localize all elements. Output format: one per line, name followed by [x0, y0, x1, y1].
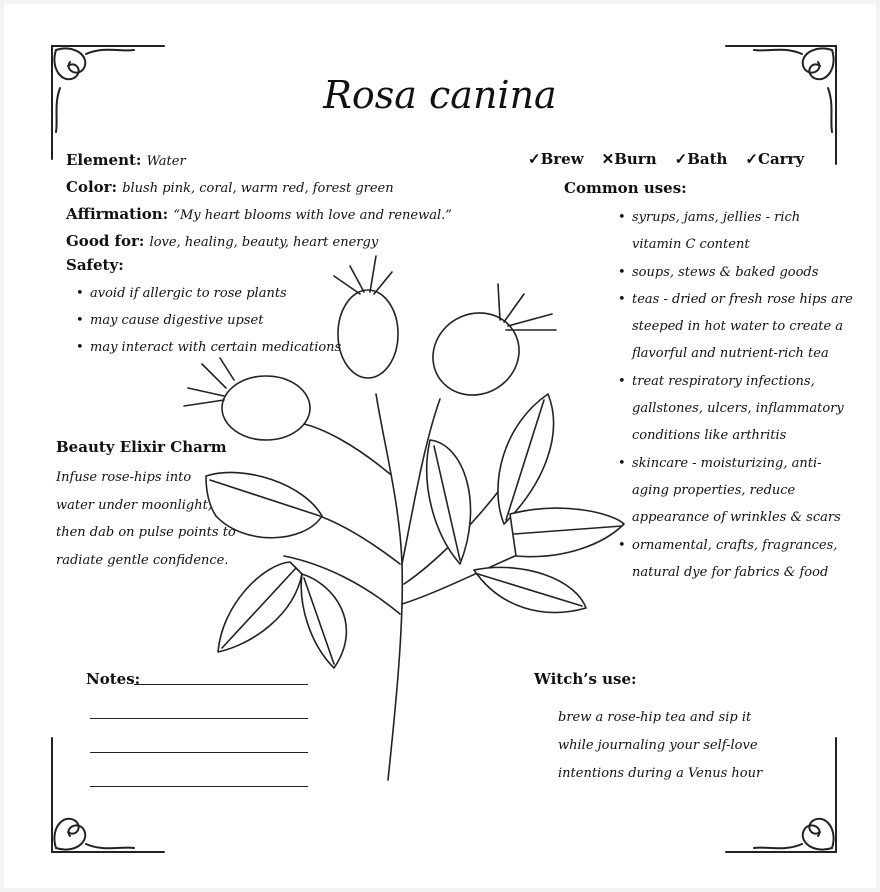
safety-list [76, 280, 341, 361]
leaf-left-lower [218, 562, 302, 652]
leaf-right-mid [510, 508, 624, 557]
charm-line: Infuse rose-hips into [56, 470, 192, 485]
safety-label: Safety: [66, 256, 124, 274]
rosehip-right [418, 284, 556, 411]
charm-title: Beauty Elixir Charm [56, 438, 227, 456]
common-uses-list [618, 204, 853, 586]
witch-use-text [558, 704, 762, 788]
corner-flourish-bottom-left-icon [52, 738, 164, 852]
element-value: Water [146, 154, 186, 169]
color-label: Color: [66, 178, 118, 196]
witch-use-line: while journaling your self-love [558, 738, 758, 753]
notes-label: Notes: [86, 670, 141, 688]
good-for-label: Good for: [66, 232, 145, 250]
affirmation-row [66, 204, 452, 223]
witch-use-title: Witch’s use: [534, 670, 637, 688]
charm-text [56, 464, 236, 574]
grimoire-page [4, 4, 876, 888]
color-row [66, 177, 394, 196]
good-for-row [66, 231, 378, 250]
page-title: Rosa canina [323, 73, 557, 117]
element-row [66, 150, 186, 169]
safety-item: • avoid if allergic to rose plants [76, 280, 341, 307]
check-icon: ✓ [528, 150, 541, 168]
common-use-item: • ornamental, crafts, fragrances, natural dye for fabrics & food [618, 532, 853, 587]
leaf-right-center [427, 440, 471, 564]
common-use-item: • soups, stews & baked goods [618, 259, 853, 286]
safety-item: • may interact with certain medications [76, 334, 341, 361]
safety-item: • may cause digestive upset [76, 307, 341, 334]
affirmation-value: “My heart blooms with love and renewal.” [173, 208, 452, 223]
method-bath: ✓Bath [674, 150, 728, 168]
good-for-value: love, healing, beauty, heart energy [149, 235, 379, 250]
leaf-right-lower [474, 567, 586, 612]
witch-use-line: intentions during a Venus hour [558, 766, 763, 781]
method-burn: ✕Burn [601, 150, 657, 168]
notes-line[interactable] [90, 752, 308, 753]
common-uses-title: Common uses: [564, 179, 687, 197]
common-use-item: • syrups, jams, jellies - rich vitamin C content [618, 204, 853, 259]
notes-line[interactable] [90, 786, 308, 787]
affirmation-label: Affirmation: [66, 205, 169, 223]
leaf-left-mid [301, 574, 346, 668]
method-brew: ✓Brew [528, 150, 584, 168]
check-icon: ✓ [745, 150, 758, 168]
methods-row [528, 152, 804, 167]
color-value: blush pink, coral, warm red, forest green [122, 181, 394, 196]
charm-line: water under moonlight, [56, 497, 212, 513]
rosehip-left [184, 358, 310, 440]
witch-use-line: brew a rose-hip tea and sip it [558, 710, 752, 725]
check-icon: ✓ [674, 150, 688, 168]
charm-line: radiate gentle confidence. [56, 552, 229, 568]
notes-line[interactable] [134, 684, 308, 685]
charm-line: then dab on pulse points to [56, 525, 236, 540]
rosehip-center [334, 256, 398, 378]
method-carry: ✓Carry [745, 150, 805, 168]
cross-icon: ✕ [601, 150, 615, 168]
common-use-item: • skincare - moisturizing, anti- aging properties, reduce appearance of wrinkles & scars [618, 450, 853, 532]
notes-line[interactable] [90, 718, 308, 719]
leaf-right-upper [498, 394, 554, 524]
common-use-item: • treat respiratory infections, gallstones, ulcers, inflammatory conditions like arthritis [618, 368, 853, 450]
element-label: Element: [66, 151, 142, 169]
common-use-item: • teas - dried or fresh rose hips are steeped in hot water to create a flavorful and nutrient-rich tea [618, 286, 853, 368]
